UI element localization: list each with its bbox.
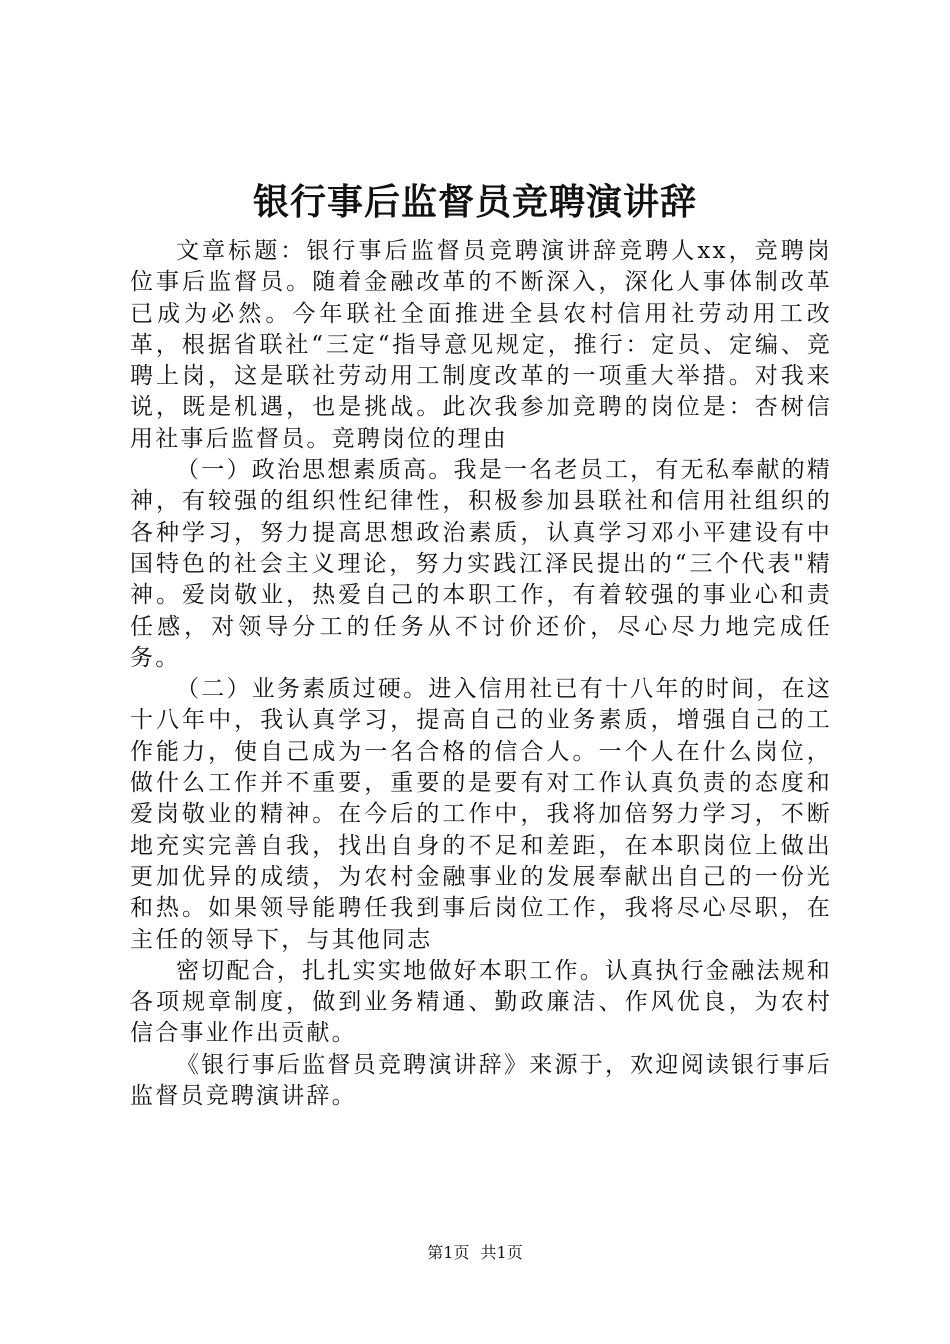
paragraph-intro: 文章标题：银行事后监督员竞聘演讲辞竞聘人xx，竞聘岗位事后监督员。随着金融改革的不断深入，深化人事体制改革已成为必然。今年联社全面推进全县农村信用社劳动用工改革，根据省联社“三定“指导意见规定，推行：定员、定编、竞聘上岗，这是联社劳动用工制度改革的一项重大举措。对我来说，既是机遇，也是挑战。此次我参加竞聘的岗位是：杏树信用社事后监督员。竞聘岗位的理由 — [130, 238, 832, 452]
paragraph-professional-quality: （二）业务素质过硬。进入信用社已有十八年的时间，在这十八年中，我认真学习，提高自己的业务素质，增强自己的工作能力，使自己成为一名合格的信合人。一个人在什么岗位，做什么工作并不重要，重要的是要有对工作认真负责的态度和爱岗敬业的精神。在今后的工作中，我将加倍努力学习，不断地充实完善自我，找出自身的不足和差距，在本职岗位上做出更加优异的成绩，为农村金融事业的发展奉献出自己的一份光和热。如果领导能聘任我到事后岗位工作，我将尽心尽职，在主任的领导下，与其他同志 — [130, 676, 832, 953]
paragraph-political-quality: （一）政治思想素质高。我是一名老员工，有无私奉献的精神，有较强的组织性纪律性，积极参加县联社和信用社组织的各种学习，努力提高思想政治素质，认真学习邓小平建设有中国特色的社会主义理论，努力实践江泽民提出的“三个代表"精神。爱岗敬业，热爱自己的本职工作，有着较强的事业心和责任感，对领导分工的任务从不讨价还价，尽心尽力地完成任务。 — [130, 457, 832, 671]
document-title: 银行事后监督员竞聘演讲辞 — [252, 181, 697, 223]
page-number: 第1页 — [427, 1243, 470, 1262]
paragraph-source: 《银行事后监督员竞聘演讲辞》来源于，欢迎阅读银行事后监督员竞聘演讲辞。 — [130, 1051, 832, 1110]
paragraph-cooperation: 密切配合，扎扎实实地做好本职工作。认真执行金融法规和各项规章制度，做到业务精通、勤政廉洁、作风优良，为农村信合事业作出贡献。 — [130, 957, 832, 1047]
document-body — [130, 236, 832, 1112]
page-footer — [0, 1242, 950, 1264]
page-total: 共1页 — [480, 1243, 523, 1262]
